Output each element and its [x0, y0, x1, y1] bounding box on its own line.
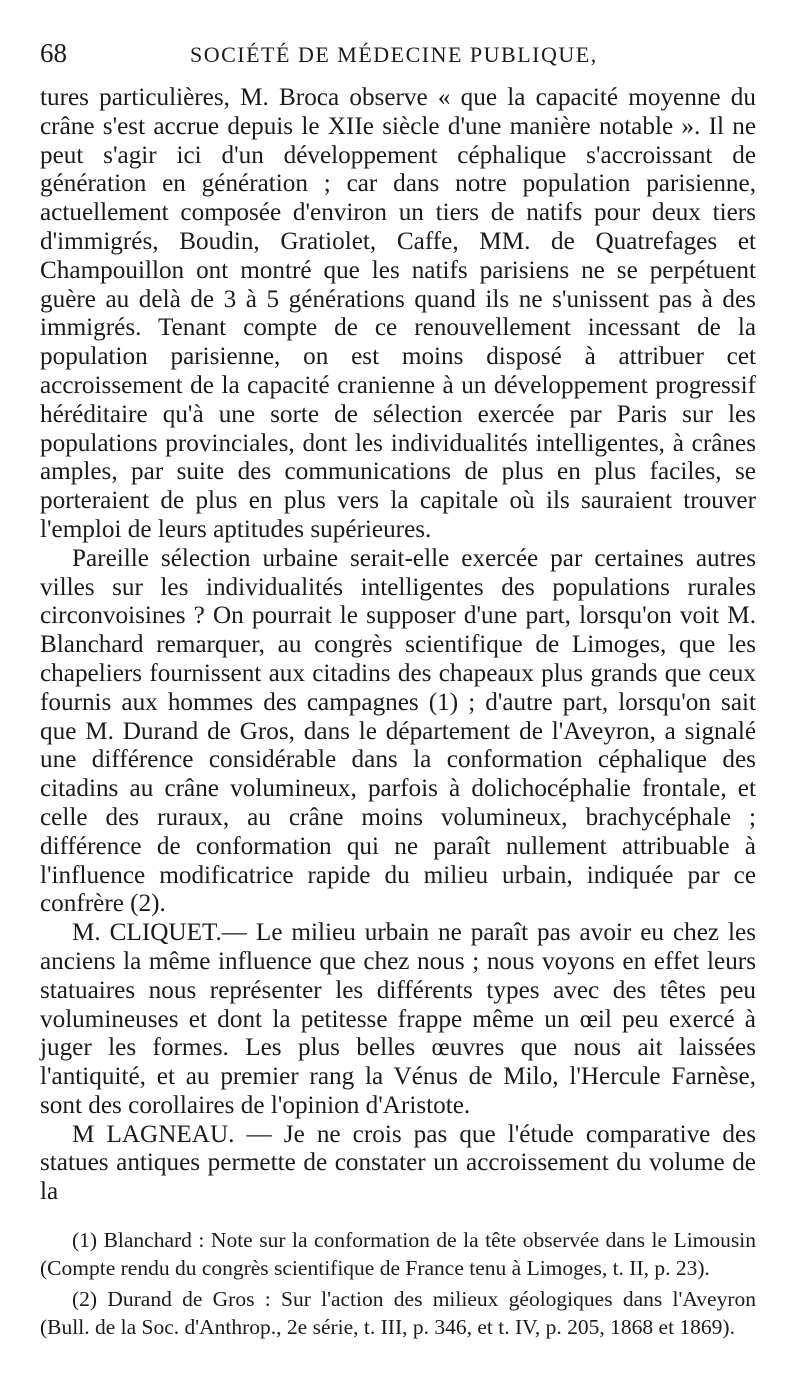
- paragraph-text: — Le milieu urbain ne paraît pas avoir eu chez les anciens la même influence que chez nous ; nous voyons en effet leurs statuaires nous représenter les différents types avec des têtes peu volumineuses et dont la petitesse frappe même un œil peu exercé à juger les formes. Les plus belles œuvres que nous ait laissées l'antiquité, et au premier rang la Vénus de Milo, l'Hercule Farnèse, sont des corollaires de l'opinion d'Aristote.: [40, 919, 757, 1119]
- paragraph-text: — Je ne crois pas que l'étude comparative des statues antiques permette de constater un accroissement du volume de la: [40, 1120, 756, 1206]
- page-number: 68: [40, 38, 67, 68]
- paragraph-lagneau: [40, 1121, 756, 1207]
- footnotes: [40, 1227, 756, 1341]
- footnote-2: (2) Durand de Gros : Sur l'action des milieux géologiques dans l'Aveyron (Bull. de la Soc. d'Anthrop., 2e série, t. III, p. 346, et t. IV, p. 205, 1868 et 1869).: [40, 1287, 756, 1339]
- footnote-1: (1) Blanchard : Note sur la conformation de la tête observée dans le Limousin (Compte rendu du congrès scientifique de France tenu à Limoges, t. II, p. 23).: [40, 1228, 756, 1280]
- paragraph-cliquet: [40, 919, 756, 1121]
- paragraph-continuation: [40, 84, 756, 545]
- paragraph-text: tures particulières, M. Broca observe « que la capacité moyenne du crâne s'est accrue depuis le XIIe siècle d'une manière notable ». Il ne peut s'agir ici d'un développement céphalique s'accroissant de génération en génération ; car dans notre population parisienne, actuellement composée d'environ un tiers de natifs pour deux tiers d'immigrés, Boudin, Gratiolet, Caffe, MM. de Quatrefages et Champouillon ont montré que les natifs parisiens ne se perpétuent guère au delà de 3 à 5 générations quand ils ne s'unissent pas à des immigrés. Tenant compte de ce renouvellement incessant de la population parisienne, on est moins disposé à attribuer cet accroissement de la capacité cranienne à un développement progressif héréditaire qu'à une sorte de sélection exercée par Paris sur les populations provinciales, dont les individualités intelligentes, à crânes amples, par suite des communications de plus en plus faciles, se porteraient de plus en plus vers la capitale où ils sauraient trouver l'emploi de leurs aptitudes supérieures.: [40, 84, 756, 543]
- speaker-name: M. CLIQUET.: [72, 919, 222, 947]
- paragraph-text: Pareille sélection urbaine serait-elle exercée par certaines autres villes sur les individualités intelligentes des populations rurales circonvoisines ? On pourrait le supposer d'une part, lorsqu'on voit M. Blanchard remarquer, au congrès scientifique de Limoges, que les chapeliers fournissent aux citadins des chapeaux plus grands que ceux fournis aux hommes des campagnes (1) ; d'autre part, lorsqu'on sait que M. Durand de Gros, dans le département de l'Aveyron, a signalé une différence considérable dans la conformation céphalique des citadins au crâne volumineux, parfois à dolichocéphalie frontale, et celle des ruraux, au crâne moins volumineux, brachycéphale ; différence de conformation qui ne paraît nullement attribuable à l'influence modificatrice rapide du milieu urbain, indiquée par ce confrère (2).: [40, 544, 756, 918]
- paragraph-selection-urbaine: [40, 545, 756, 919]
- speaker-name: M LAGNEAU.: [72, 1120, 235, 1148]
- running-head: SOCIÉTÉ DE MÉDECINE PUBLIQUE,: [190, 42, 598, 67]
- body-text: [40, 84, 756, 1207]
- page-header: [40, 38, 756, 78]
